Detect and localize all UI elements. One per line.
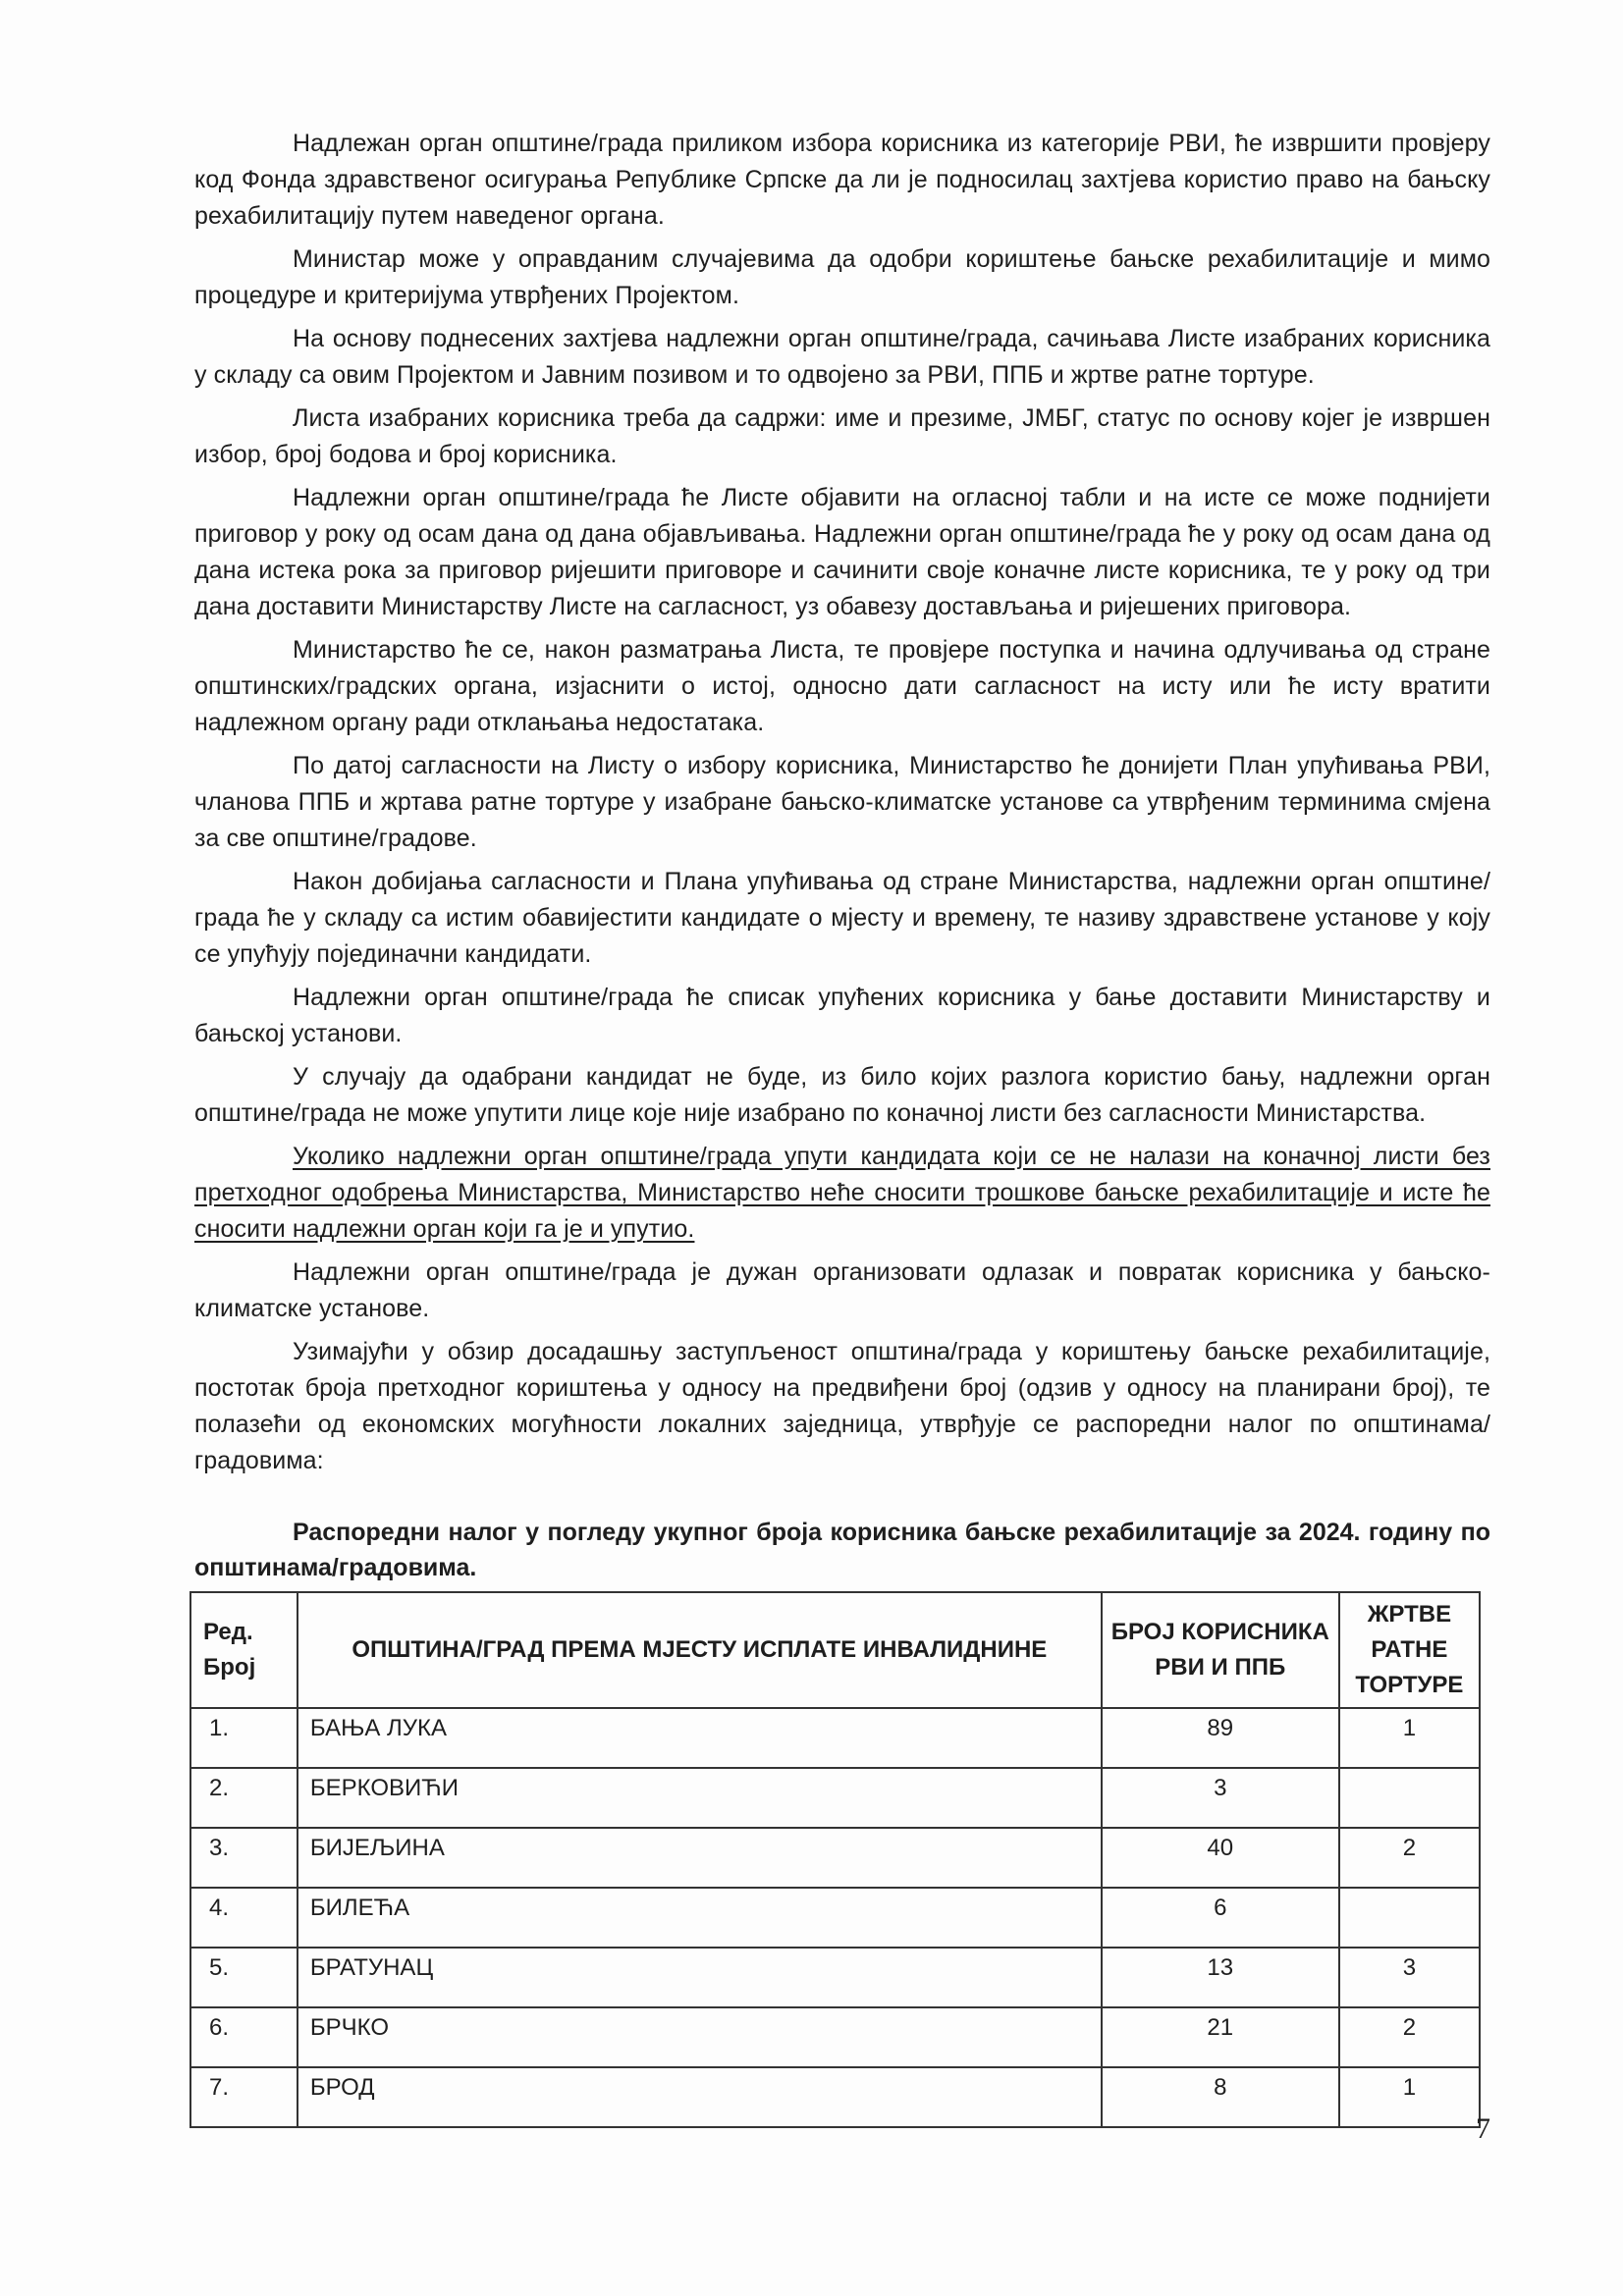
row-torture-count [1339,1768,1480,1828]
row-ordinal: 6. [190,2007,298,2067]
row-municipality: БЕРКОВИЋИ [298,1768,1102,1828]
row-rvi-count: 40 [1102,1828,1339,1888]
row-ordinal: 5. [190,1948,298,2007]
table-row [190,1768,1480,1828]
paragraph: Министар може у оправданим случајевима да одобри кориштење бањске рехабилитације и мимо процедуре и критеријума утврђених Пројектом. [194,245,1490,309]
table-row [190,1888,1480,1948]
underlined-paragraph: Уколико надлежни орган општине/града упути кандидата који се не налази на коначној листи без претходног одобрења Министарства, Министарство неће сносити трошкове бањске рехабилитације и исте ће сносити надлежни орган који га је и упутио. [194,1143,1490,1243]
row-rvi-count: 8 [1102,2067,1339,2127]
paragraph: Надлежан орган општине/града приликом избора корисника из категорије РВИ, ће извршити провјеру код Фонда здравственог осигурања Републике Српске да ли је подносилац захтјева користио право на бањску рехабилитацију путем наведеног органа. [194,130,1490,230]
row-ordinal: 1. [190,1708,298,1768]
header-rvi-ppb-count: БРОЈ КОРИСНИКА РВИ И ППБ [1102,1592,1339,1708]
row-rvi-count: 21 [1102,2007,1339,2067]
row-torture-count: 2 [1339,1828,1480,1888]
table-row [190,2067,1480,2127]
table-row [190,1948,1480,2007]
distribution-table [189,1591,1481,2128]
table-row [190,2007,1480,2067]
header-ordinal: Ред. Број [190,1592,298,1708]
header-municipality: ОПШТИНА/ГРАД ПРЕМА МЈЕСТУ ИСПЛАТЕ ИНВАЛИДНИНЕ [298,1592,1102,1708]
row-ordinal: 3. [190,1828,298,1888]
row-torture-count: 2 [1339,2007,1480,2067]
row-rvi-count: 3 [1102,1768,1339,1828]
row-torture-count [1339,1888,1480,1948]
table-title: Распоредни налог у погледу укупног броја корисника бањске рехабилитације за 2024. годину по општинама/градовима. [194,1519,1490,1581]
paragraph: Узимајући у обзир досадашњу заступљеност општина/града у кориштењу бањске рехабилитације, постотак броја претходног кориштења у односу на предвиђени број (одзив у односу на планирани број), те полазећи од економских могућности локалних заједница, утврђује се распоредни налог по општинама/градовима: [194,1338,1490,1474]
table-header-row [190,1592,1480,1708]
table-row [190,1708,1480,1768]
paragraph: По датој сагласности на Листу о избору корисника, Министарство ће донијети План упућивања РВИ, чланова ППБ и жртава ратне тортуре у изабране бањско-климатске установе са утврђеним терминима смјена за све општине/градове. [194,752,1490,852]
page-number: 7 [1476,2112,1490,2145]
paragraph: Листа изабраних корисника треба да садржи: име и презиме, ЈМБГ, статус по основу којег је извршен избор, број бодова и број корисника. [194,404,1490,468]
row-municipality: БИЛЕЋА [298,1888,1102,1948]
row-torture-count: 3 [1339,1948,1480,2007]
paragraph: У случају да одабрани кандидат не буде, из било којих разлога користио бању, надлежни орган општине/града не може упутити лице које није изабрано по коначној листи без сагласности Министарства. [194,1063,1490,1127]
paragraph: На основу поднесених захтјева надлежни орган општине/града, сачињава Листе изабраних корисника у складу са овим Пројектом и Јавним позивом и то одвојено за РВИ, ППБ и жртве ратне тортуре. [194,325,1490,389]
paragraph: Надлежни орган општине/града ће списак упућених корисника у бање доставити Министарству и бањској установи. [194,984,1490,1047]
paragraph: Надлежни орган општине/града ће Листе објавити на огласној табли и на исте се може поднијети приговор у року од осам дана од дана објављивања. Надлежни орган општине/града ће у року од осам дана од дана истека рока за приговор ријешити приговоре и сачинити своје коначне листе корисника, те у року од три дана доставити Министарству Листе на сагласност, уз обавезу достављања и ријешених приговора. [194,484,1490,620]
row-rvi-count: 6 [1102,1888,1339,1948]
header-torture-victims: ЖРТВЕ РАТНЕ ТОРТУРЕ [1339,1592,1480,1708]
row-municipality: БРАТУНАЦ [298,1948,1102,2007]
row-torture-count: 1 [1339,2067,1480,2127]
paragraph: Министарство ће се, након разматрања Листа, те провјере поступка и начина одлучивања од стране општинских/градских органа, изјаснити о истој, односно дати сагласност на исту или ће исту вратити надлежном органу ради отклањања недостатака. [194,636,1490,736]
row-ordinal: 4. [190,1888,298,1948]
row-torture-count: 1 [1339,1708,1480,1768]
row-rvi-count: 13 [1102,1948,1339,2007]
row-ordinal: 2. [190,1768,298,1828]
document-body [194,126,1490,1585]
paragraph: Након добијања сагласности и Плана упућивања од стране Министарства, надлежни орган општине/града ће у складу са истим обавијестити кандидате о мјесту и времену, те називу здравствене установе у коју се упућују појединачни кандидати. [194,868,1490,968]
row-municipality: БАЊА ЛУКА [298,1708,1102,1768]
row-municipality: БРОД [298,2067,1102,2127]
row-municipality: БРЧКО [298,2007,1102,2067]
row-rvi-count: 89 [1102,1708,1339,1768]
paragraph: Надлежни орган општине/града је дужан организовати одлазак и повратак корисника у бањско-климатске установе. [194,1258,1490,1322]
row-ordinal: 7. [190,2067,298,2127]
table-row [190,1828,1480,1888]
row-municipality: БИЈЕЉИНА [298,1828,1102,1888]
